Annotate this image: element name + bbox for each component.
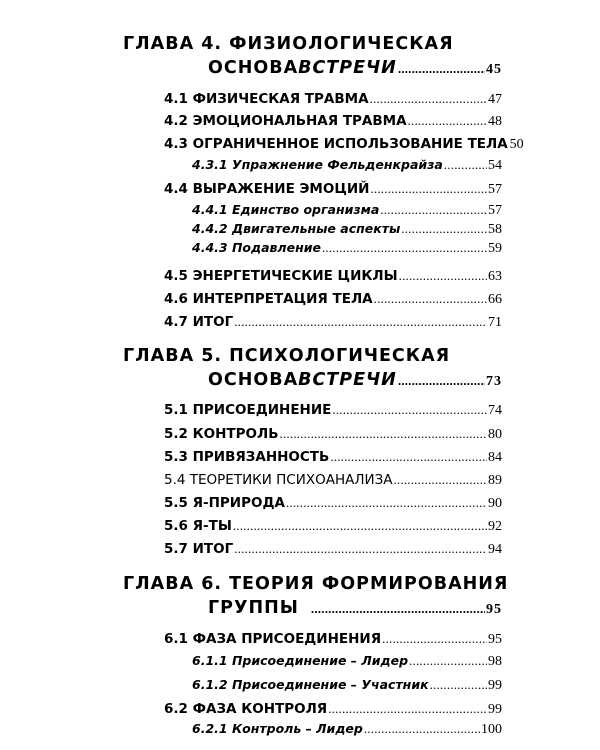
toc-entry-page: 99	[488, 702, 502, 717]
toc-entry-page: 54	[488, 158, 502, 173]
toc-entry-page: 57	[488, 182, 502, 197]
toc-entry-page: 66	[488, 292, 502, 307]
toc-entry-label: 5.6 Я-ТЫ	[164, 518, 232, 534]
toc-entry-4-4-2[interactable]	[192, 221, 502, 238]
toc-entry-5-6[interactable]	[164, 518, 502, 535]
toc-entry-label: 4.7 ИТОГ	[164, 314, 234, 330]
toc-entry-5-4[interactable]	[164, 472, 502, 489]
chapter-6-title-line2[interactable]	[208, 598, 502, 618]
dot-leader	[398, 373, 485, 389]
toc-entry-5-2[interactable]	[164, 426, 502, 443]
toc-entry-page: 89	[488, 473, 502, 488]
toc-entry-4-3-1[interactable]	[192, 157, 502, 174]
toc-entry-label: 4.4 ВЫРАЖЕНИЕ ЭМОЦИЙ	[164, 181, 370, 197]
chapter-5-title-line2[interactable]	[208, 370, 502, 390]
dot-leader	[380, 202, 487, 218]
toc-entry-page: 59	[488, 241, 502, 256]
toc-entry-label: 6.1.2 Присоединение – Участник	[192, 677, 429, 692]
toc-entry-page: 99	[488, 678, 502, 693]
toc-entry-page: 48	[488, 114, 502, 129]
dot-leader	[234, 314, 487, 330]
toc-entry-label: 5.7 ИТОГ	[164, 541, 234, 557]
toc-entry-label: 4.1 ФИЗИЧЕСКАЯ ТРАВМА	[164, 91, 369, 107]
toc-entry-page: 71	[488, 315, 502, 330]
dot-leader	[286, 495, 487, 511]
dot-leader	[399, 268, 487, 284]
toc-entry-page: 98	[488, 654, 502, 669]
toc-entry-page: 63	[488, 269, 502, 284]
dot-leader	[382, 631, 487, 647]
toc-entry-page: 58	[488, 222, 502, 237]
chapter-5-page-number: 73	[486, 374, 502, 389]
chapter-5-title-italic: ВСТРЕЧИ	[298, 370, 397, 390]
chapter-5-title-word: ОСНОВА	[208, 370, 299, 390]
toc-entry-6-2-1[interactable]	[192, 721, 502, 738]
toc-entry-page: 47	[488, 92, 502, 107]
toc-entry-4-2[interactable]	[164, 113, 502, 130]
toc-entry-label: 4.4.1 Единство организма	[192, 202, 380, 217]
toc-entry-label: 5.1 ПРИСОЕДИНЕНИЕ	[164, 402, 332, 418]
chapter-4-title-italic: ВСТРЕЧИ	[298, 58, 397, 78]
toc-entry-4-4-1[interactable]	[192, 202, 502, 219]
dot-leader	[370, 181, 487, 197]
toc-entry-label: 5.2 КОНТРОЛЬ	[164, 426, 279, 442]
toc-entry-6-2[interactable]	[164, 701, 502, 718]
dot-leader	[393, 472, 487, 488]
dot-leader	[374, 291, 487, 307]
toc-entry-label: 4.4.2 Двигательные аспекты	[192, 221, 401, 236]
toc-entry-label: 4.4.3 Подавление	[192, 240, 321, 255]
toc-entry-label: 6.2 ФАЗА КОНТРОЛЯ	[164, 701, 328, 717]
toc-entry-page: 100	[481, 722, 502, 737]
toc-entry-5-5[interactable]	[164, 495, 502, 512]
dot-leader	[330, 449, 487, 465]
dot-leader	[430, 677, 487, 693]
toc-entry-label: 6.1.1 Присоединение – Лидер	[192, 653, 409, 668]
toc-entry-4-1[interactable]	[164, 91, 502, 108]
dot-leader	[409, 653, 487, 669]
toc-entry-label: 4.5 ЭНЕРГЕТИЧЕСКИЕ ЦИКЛЫ	[164, 268, 398, 284]
dot-leader	[280, 426, 487, 442]
toc-entry-page: 92	[488, 519, 502, 534]
toc-entry-label: 5.4 ТЕОРЕТИКИ ПСИХОАНАЛИЗА	[164, 472, 393, 488]
toc-entry-4-6[interactable]	[164, 291, 502, 308]
dot-leader	[370, 91, 487, 107]
chapter-6-title-word: ГРУППЫ	[208, 598, 299, 618]
chapter-5-title-line1: ГЛАВА 5. ПСИХОЛОГИЧЕСКАЯ	[123, 346, 451, 366]
dot-leader	[364, 721, 480, 737]
chapter-6-page-number: 95	[486, 602, 502, 617]
toc-entry-5-7[interactable]	[164, 541, 502, 558]
dot-leader	[408, 113, 487, 129]
toc-entry-5-3[interactable]	[164, 449, 502, 466]
toc-entry-4-4-3[interactable]	[192, 240, 502, 257]
toc-entry-5-1[interactable]	[164, 402, 502, 419]
toc-entry-label: 5.3 ПРИВЯЗАННОСТЬ	[164, 449, 330, 465]
dot-leader	[398, 61, 485, 77]
dot-leader	[328, 701, 487, 717]
toc-entry-label: 4.3.1 Упражнение Фельденкрайза	[192, 157, 443, 172]
toc-entry-6-1-2[interactable]	[192, 677, 502, 694]
toc-entry-4-3[interactable]	[164, 136, 524, 153]
toc-entry-4-5[interactable]	[164, 268, 502, 285]
toc-entry-page: 90	[488, 496, 502, 511]
toc-entry-4-7[interactable]	[164, 314, 502, 331]
dot-leader	[311, 601, 485, 617]
toc-entry-page: 94	[488, 542, 502, 557]
toc-entry-4-4[interactable]	[164, 181, 502, 198]
chapter-6-title-line1: ГЛАВА 6. ТЕОРИЯ ФОРМИРОВАНИЯ	[123, 574, 509, 594]
dot-leader	[332, 402, 487, 418]
toc-entry-label: 6.1 ФАЗА ПРИСОЕДИНЕНИЯ	[164, 631, 382, 647]
chapter-4-title-word: ОСНОВА	[208, 58, 299, 78]
toc-entry-page: 50	[509, 137, 524, 152]
toc-entry-page: 80	[488, 427, 502, 442]
toc-entry-6-1-1[interactable]	[192, 653, 502, 670]
toc-entry-label: 4.2 ЭМОЦИОНАЛЬНАЯ ТРАВМА	[164, 113, 407, 129]
toc-entry-label: 5.5 Я-ПРИРОДА	[164, 495, 285, 511]
toc-entry-label: 4.3 ОГРАНИЧЕННОЕ ИСПОЛЬЗОВАНИЕ ТЕЛА	[164, 136, 508, 152]
chapter-4-title-line1: ГЛАВА 4. ФИЗИОЛОГИЧЕСКАЯ	[123, 34, 454, 54]
toc-entry-page: 95	[488, 632, 502, 647]
toc-entry-6-1[interactable]	[164, 631, 502, 648]
toc-entry-page: 74	[488, 403, 502, 418]
toc-entry-page: 57	[488, 203, 502, 218]
dot-leader	[444, 157, 487, 173]
chapter-4-title-line2[interactable]	[208, 58, 502, 78]
toc-entry-page: 84	[488, 450, 502, 465]
dot-leader	[234, 541, 487, 557]
toc-entry-label: 4.6 ИНТЕРПРЕТАЦИЯ ТЕЛА	[164, 291, 373, 307]
dot-leader	[322, 240, 487, 256]
toc-entry-label: 6.2.1 Контроль – Лидер	[192, 721, 363, 736]
dot-leader	[233, 518, 487, 534]
chapter-4-page-number: 45	[486, 62, 502, 77]
dot-leader	[401, 221, 487, 237]
